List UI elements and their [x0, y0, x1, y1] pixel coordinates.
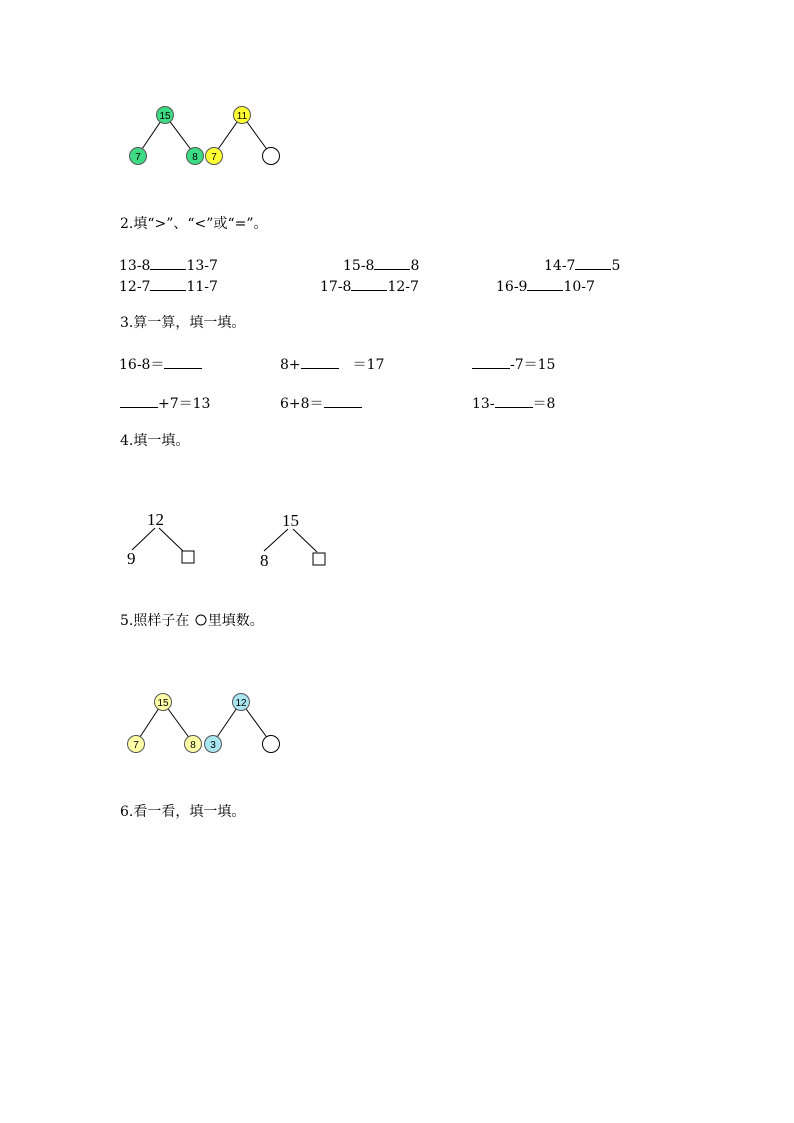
svg-text:15: 15	[282, 511, 299, 530]
bond-circle-empty-answer[interactable]	[263, 148, 280, 165]
answer-blank[interactable]	[527, 278, 563, 291]
number-bond-figure-1	[0, 0, 794, 180]
answer-blank[interactable]	[150, 278, 186, 291]
svg-text:15: 15	[157, 698, 169, 709]
equation-item: 6+8＝	[280, 395, 362, 412]
answer-box[interactable]	[313, 553, 325, 565]
svg-text:8: 8	[190, 740, 196, 751]
answer-blank[interactable]	[495, 395, 533, 408]
svg-text:8: 8	[192, 152, 198, 163]
answer-blank[interactable]	[575, 257, 611, 270]
svg-text:11: 11	[236, 111, 248, 122]
svg-text:3: 3	[210, 740, 216, 751]
compare-item: 14-7 5	[544, 258, 621, 274]
answer-blank[interactable]	[301, 356, 339, 369]
compare-item: 15-8 8	[343, 258, 420, 274]
question-3-heading: 3.算一算，填一填。	[120, 315, 246, 331]
number-bond-figure-2	[0, 680, 794, 770]
answer-blank[interactable]	[374, 257, 410, 270]
svg-text:7: 7	[133, 740, 139, 751]
equation-item: -7＝15	[472, 356, 555, 373]
answer-blank[interactable]	[120, 395, 158, 408]
question-6-heading: 6.看一看，填一填。	[120, 804, 246, 820]
answer-blank[interactable]	[351, 278, 387, 291]
bond-circle-top-right	[234, 107, 251, 124]
circle-icon	[195, 614, 207, 626]
equation-item: 16-8＝	[119, 356, 202, 373]
compare-item: 13-8 13-7	[119, 258, 218, 274]
bond-circle-bottom-left-1	[128, 736, 145, 753]
bond-circle-bottom-left-2	[205, 736, 222, 753]
equation-item: 8+ ＝17	[280, 357, 385, 373]
equation-item: 13- ＝8	[472, 396, 556, 412]
bond-circle-bottom-right-1	[185, 736, 202, 753]
answer-blank[interactable]	[164, 356, 202, 369]
compare-item: 16-9 10-7	[496, 279, 595, 295]
bond-circle-top-right	[233, 694, 250, 711]
bond-circle-bottom-left-1	[130, 148, 147, 165]
svg-text:9: 9	[127, 549, 136, 568]
bond-circle-bottom-right-1	[187, 148, 204, 165]
bond-circle-bottom-left-2	[206, 148, 223, 165]
svg-text:8: 8	[260, 551, 269, 570]
number-split-figure	[0, 500, 794, 580]
svg-text:7: 7	[135, 152, 141, 163]
answer-blank[interactable]	[150, 257, 186, 270]
answer-box[interactable]	[182, 551, 194, 563]
bond-circle-empty-answer[interactable]	[263, 736, 280, 753]
svg-text:12: 12	[147, 510, 164, 529]
question-2-heading: 2.填“>”、“<”或“=”。	[120, 216, 268, 232]
question-5-heading: 5.照样子在 里填数。	[120, 613, 264, 629]
answer-blank[interactable]	[472, 356, 510, 369]
answer-blank[interactable]	[324, 395, 362, 408]
bond-circle-top-left	[155, 694, 172, 711]
svg-text:15: 15	[159, 111, 171, 122]
compare-item: 17-8 12-7	[320, 279, 419, 295]
svg-text:12: 12	[235, 698, 247, 709]
equation-item: +7＝13	[120, 395, 210, 412]
compare-item: 12-7 11-7	[119, 279, 218, 295]
svg-text:7: 7	[211, 152, 217, 163]
bond-circle-top-left	[157, 107, 174, 124]
question-4-heading: 4.填一填。	[120, 433, 190, 449]
